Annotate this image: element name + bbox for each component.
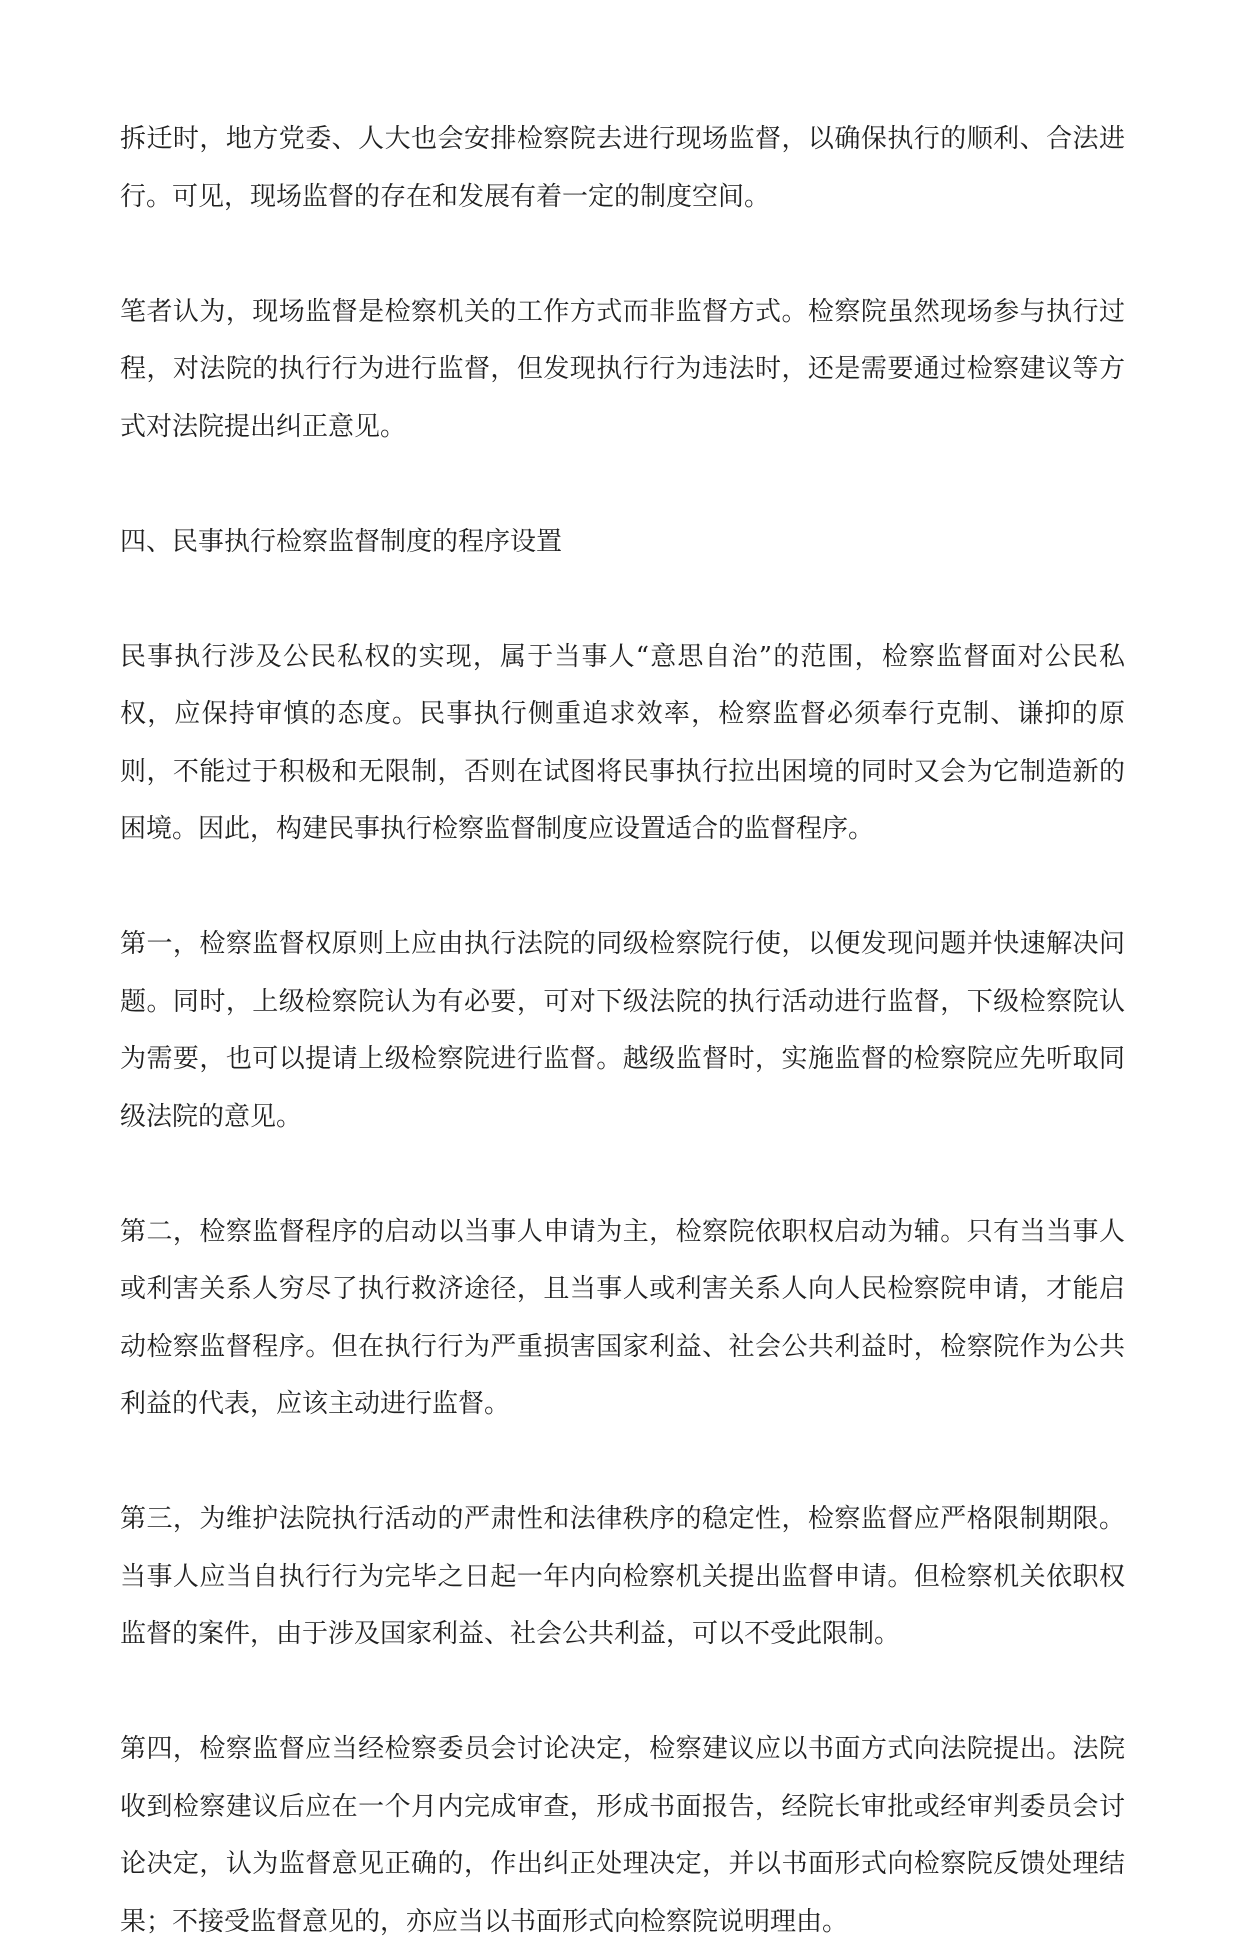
paragraph-first-point: 第一，检察监督权原则上应由执行法院的同级检察院行使，以便发现问题并快速解决问题。同时，上级检察院认为有必要，可对下级法院的执行活动进行监督，下级检察院认为需要，也可以提请上级检察院进行监督。越级监督时，实施监督的检察院应先听取同级法院的意见。 [120,929,1125,1132]
document-page [120,111,1125,1951]
paragraph-fourth-point: 第四，检察监督应当经检察委员会讨论决定，检察建议应以书面方式向法院提出。法院收到检察建议后应在一个月内完成审查，形成书面报告，经院长审批或经审判委员会讨论决定，认为监督意见正确的，作出纠正处理决定，并以书面形式向检察院反馈处理结果；不接受监督意见的，亦应当以书面形式向检察院说明理由。 [120,1734,1125,1937]
paragraph-demolition-supervision: 拆迁时，地方党委、人大也会安排检察院去进行现场监督，以确保执行的顺利、合法进行。可见，现场监督的存在和发展有着一定的制度空间。 [120,124,1125,212]
paragraph-civil-execution-intro: 民事执行涉及公民私权的实现，属于当事人“意思自治”的范围，检察监督面对公民私权，应保持审慎的态度。民事执行侧重追求效率，检察监督必须奉行克制、谦抑的原则，不能过于积极和无限制，否则在试图将民事执行拉出困境的同时又会为它制造新的困境。因此，构建民事执行检察监督制度应设置适合的监督程序。 [120,641,1125,844]
paragraph-third-point: 第三，为维护法院执行活动的严肃性和法律秩序的稳定性，检察监督应严格限制期限。当事人应当自执行行为完毕之日起一年内向检察机关提出监督申请。但检察机关依职权监督的案件，由于涉及国家利益、社会公共利益，可以不受此限制。 [120,1504,1125,1649]
paragraph-author-view: 笔者认为，现场监督是检察机关的工作方式而非监督方式。检察院虽然现场参与执行过程，对法院的执行行为进行监督，但发现执行行为违法时，还是需要通过检察建议等方式对法院提出纠正意见。 [120,296,1125,442]
paragraph-second-point: 第二，检察监督程序的启动以当事人申请为主，检察院依职权启动为辅。只有当当事人或利害关系人穷尽了执行救济途径，且当事人或利害关系人向人民检察院申请，才能启动检察监督程序。但在执行行为严重损害国家利益、社会公共利益时，检察院作为公共利益的代表，应该主动进行监督。 [120,1216,1125,1419]
section-heading-procedure: 四、民事执行检察监督制度的程序设置 [120,526,563,557]
